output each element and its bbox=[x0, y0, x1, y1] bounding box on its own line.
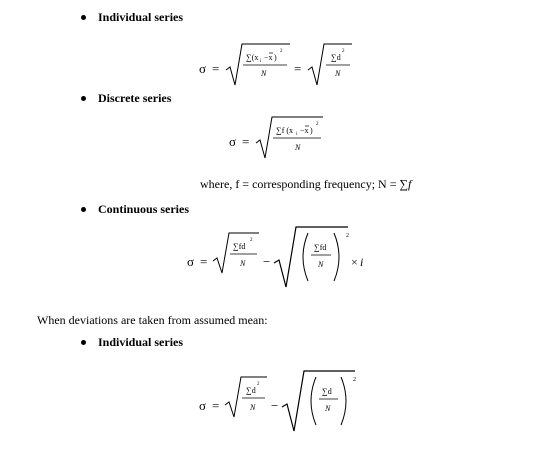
minus-xbar: −x bbox=[264, 53, 273, 62]
minus-sign: − bbox=[263, 254, 271, 269]
section-label: Individual series bbox=[98, 10, 184, 24]
numerator-sum-d: ∑d bbox=[246, 386, 256, 395]
bullet-icon bbox=[81, 15, 86, 20]
equals-sign: = bbox=[294, 61, 302, 76]
left-paren bbox=[303, 233, 308, 281]
sigma-symbol: σ bbox=[229, 134, 237, 149]
bullet-icon bbox=[81, 340, 86, 345]
sigma-symbol: σ bbox=[199, 398, 207, 413]
denominator-n: N bbox=[335, 69, 341, 78]
right-paren bbox=[341, 377, 346, 425]
superscript-2: 2 bbox=[353, 377, 356, 383]
numerator-sum-fd: ∑fd bbox=[314, 243, 327, 252]
bullet-icon bbox=[81, 207, 86, 212]
numerator-sum-d: ∑d bbox=[331, 53, 341, 62]
superscript-2: 2 bbox=[250, 238, 253, 243]
numerator-sum-d: ∑d bbox=[322, 387, 332, 396]
section-label: Discrete series bbox=[98, 91, 172, 105]
denominator-n: N bbox=[250, 403, 256, 412]
superscript-2: 2 bbox=[342, 49, 345, 54]
close-paren: ) bbox=[274, 53, 277, 62]
denominator-n: N bbox=[261, 69, 267, 78]
denominator-n: N bbox=[318, 260, 324, 269]
left-paren bbox=[311, 377, 316, 425]
sigma-symbol: σ bbox=[187, 254, 195, 269]
section-discrete-series bbox=[81, 91, 171, 106]
section-individual-series-assumed bbox=[81, 335, 183, 350]
bullet-icon bbox=[81, 96, 86, 101]
section-individual-series bbox=[81, 10, 183, 25]
times-sign: × bbox=[351, 255, 358, 269]
numerator-sum: ∑(x bbox=[246, 53, 259, 62]
equals-sign: = bbox=[212, 398, 220, 413]
right-paren bbox=[334, 233, 339, 281]
denominator-n: N bbox=[295, 143, 301, 152]
radical-sign bbox=[225, 377, 267, 417]
subscript-i: i bbox=[296, 132, 298, 137]
section-label: Continuous series bbox=[98, 202, 190, 216]
frequency-note bbox=[200, 177, 411, 192]
formula-discrete-series bbox=[225, 112, 335, 164]
where-f: f bbox=[408, 177, 412, 191]
minus-xbar: −x bbox=[300, 126, 309, 135]
class-interval-i: i bbox=[360, 255, 364, 269]
equals-sign: = bbox=[200, 254, 208, 269]
superscript-2: 2 bbox=[316, 122, 319, 127]
close-paren: ) bbox=[310, 126, 313, 135]
minus-sign: − bbox=[271, 398, 279, 413]
denominator-n: N bbox=[240, 259, 246, 268]
radical-sign bbox=[274, 227, 348, 287]
equals-sign: = bbox=[242, 134, 250, 149]
section-continuous-series bbox=[81, 202, 189, 217]
superscript-2: 2 bbox=[346, 233, 349, 239]
denominator-n: N bbox=[325, 404, 331, 413]
where-text: where, f = corresponding frequency; N = ∑ bbox=[200, 177, 409, 191]
formula-continuous-series bbox=[183, 225, 383, 291]
superscript-2: 2 bbox=[257, 382, 260, 387]
radical-sign bbox=[308, 44, 352, 85]
sigma-symbol: σ bbox=[199, 61, 207, 76]
numerator-sum-fd: ∑fd bbox=[233, 242, 246, 251]
radical-sign bbox=[256, 117, 323, 158]
assumed-mean-note: When deviations are taken from assumed mean: bbox=[37, 313, 268, 327]
radical-sign bbox=[282, 371, 355, 431]
equals-sign: = bbox=[212, 61, 220, 76]
section-label: Individual series bbox=[98, 335, 184, 349]
subscript-i: i bbox=[260, 59, 262, 64]
formula-individual-series-assumed bbox=[195, 369, 365, 435]
numerator-sum-f: ∑f (x bbox=[276, 126, 294, 135]
formula-individual-series bbox=[195, 40, 365, 90]
superscript-2: 2 bbox=[280, 49, 283, 54]
